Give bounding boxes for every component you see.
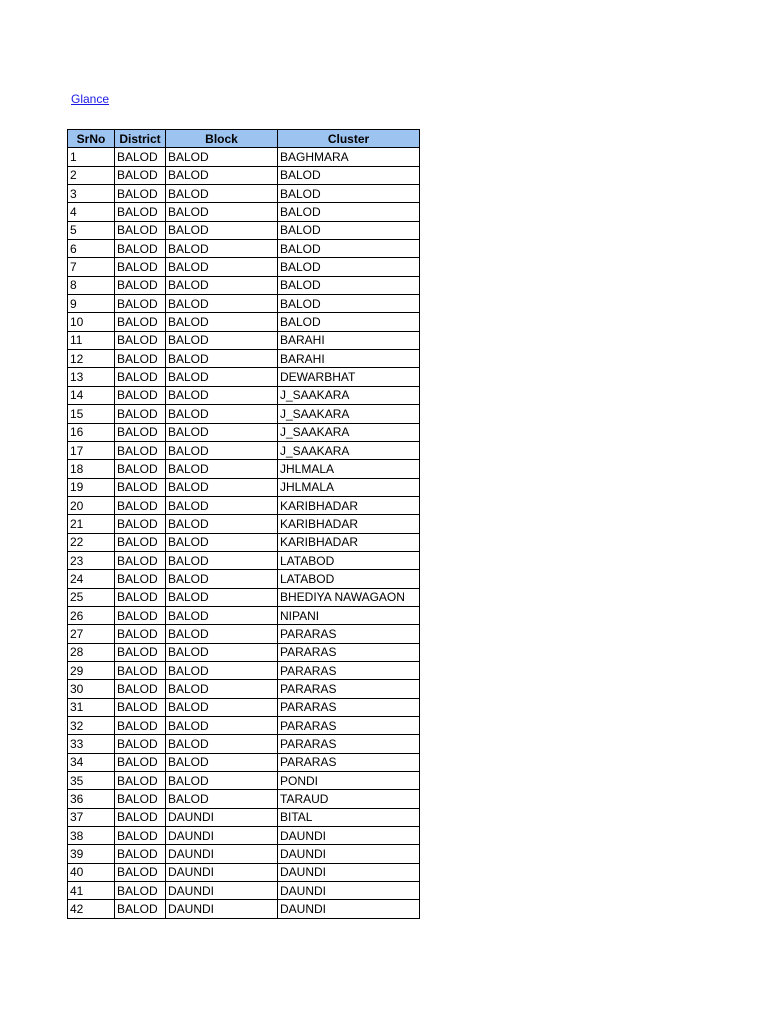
table-row	[68, 735, 420, 753]
cell-block: BALOD	[166, 386, 278, 404]
cell-block: BALOD	[166, 588, 278, 606]
cell-district: BALOD	[115, 166, 166, 184]
cell-block: BALOD	[166, 276, 278, 294]
cluster-table	[67, 129, 420, 919]
cell-district: BALOD	[115, 276, 166, 294]
table-row	[68, 405, 420, 423]
table-row	[68, 148, 420, 166]
cell-block: BALOD	[166, 551, 278, 569]
table-row	[68, 790, 420, 808]
cell-district: BALOD	[115, 185, 166, 203]
table-row	[68, 276, 420, 294]
table-row	[68, 808, 420, 826]
table-row	[68, 680, 420, 698]
cell-block: DAUNDI	[166, 808, 278, 826]
cell-cluster: BALOD	[278, 185, 420, 203]
cell-cluster: KARIBHADAR	[278, 533, 420, 551]
cell-block: BALOD	[166, 240, 278, 258]
cell-district: BALOD	[115, 551, 166, 569]
cell-block: BALOD	[166, 515, 278, 533]
cell-cluster: BARAHI	[278, 350, 420, 368]
cell-block: BALOD	[166, 717, 278, 735]
cell-district: BALOD	[115, 698, 166, 716]
table-header-row	[68, 130, 420, 148]
cell-cluster: J_SAAKARA	[278, 405, 420, 423]
table-row	[68, 900, 420, 918]
cell-srno: 5	[68, 221, 115, 239]
cell-srno: 21	[68, 515, 115, 533]
cell-srno: 22	[68, 533, 115, 551]
cell-srno: 34	[68, 753, 115, 771]
cell-srno: 3	[68, 185, 115, 203]
cell-block: BALOD	[166, 478, 278, 496]
cell-district: BALOD	[115, 772, 166, 790]
cell-block: BALOD	[166, 698, 278, 716]
cell-srno: 41	[68, 882, 115, 900]
table-row	[68, 240, 420, 258]
cell-district: BALOD	[115, 148, 166, 166]
cell-block: BALOD	[166, 460, 278, 478]
cell-district: BALOD	[115, 863, 166, 881]
cell-block: BALOD	[166, 570, 278, 588]
cell-srno: 13	[68, 368, 115, 386]
cell-block: BALOD	[166, 496, 278, 514]
cell-block: BALOD	[166, 258, 278, 276]
cell-cluster: DEWARBHAT	[278, 368, 420, 386]
cell-srno: 31	[68, 698, 115, 716]
cell-srno: 23	[68, 551, 115, 569]
table-row	[68, 166, 420, 184]
table-row	[68, 753, 420, 771]
cell-srno: 17	[68, 441, 115, 459]
cell-block: BALOD	[166, 625, 278, 643]
cell-cluster: KARIBHADAR	[278, 496, 420, 514]
cell-block: BALOD	[166, 680, 278, 698]
cell-district: BALOD	[115, 790, 166, 808]
cell-cluster: J_SAAKARA	[278, 386, 420, 404]
cell-srno: 40	[68, 863, 115, 881]
cell-cluster: PARARAS	[278, 661, 420, 679]
cell-srno: 32	[68, 717, 115, 735]
header-block: Block	[166, 130, 278, 148]
cell-cluster: TARAUD	[278, 790, 420, 808]
cell-district: BALOD	[115, 827, 166, 845]
table-row	[68, 478, 420, 496]
cell-cluster: PARARAS	[278, 643, 420, 661]
table-row	[68, 570, 420, 588]
cell-block: DAUNDI	[166, 900, 278, 918]
cell-cluster: DAUNDI	[278, 845, 420, 863]
table-row	[68, 350, 420, 368]
cell-cluster: BALOD	[278, 258, 420, 276]
cell-block: BALOD	[166, 295, 278, 313]
cell-district: BALOD	[115, 258, 166, 276]
cell-cluster: BITAL	[278, 808, 420, 826]
table-row	[68, 606, 420, 624]
table-row	[68, 221, 420, 239]
cell-srno: 16	[68, 423, 115, 441]
table-row	[68, 368, 420, 386]
cell-block: BALOD	[166, 735, 278, 753]
table-row	[68, 827, 420, 845]
table-row	[68, 717, 420, 735]
cell-cluster: NIPANI	[278, 606, 420, 624]
table-row	[68, 515, 420, 533]
cell-block: BALOD	[166, 661, 278, 679]
cell-district: BALOD	[115, 405, 166, 423]
table-row	[68, 460, 420, 478]
cell-cluster: PONDI	[278, 772, 420, 790]
cell-block: BALOD	[166, 148, 278, 166]
table-row	[68, 845, 420, 863]
cell-district: BALOD	[115, 606, 166, 624]
header-cluster: Cluster	[278, 130, 420, 148]
cell-cluster: JHLMALA	[278, 460, 420, 478]
cell-srno: 7	[68, 258, 115, 276]
table-row	[68, 185, 420, 203]
cell-cluster: DAUNDI	[278, 900, 420, 918]
table-row	[68, 698, 420, 716]
cell-cluster: DAUNDI	[278, 882, 420, 900]
cell-srno: 9	[68, 295, 115, 313]
table-row	[68, 863, 420, 881]
cell-district: BALOD	[115, 570, 166, 588]
cell-cluster: BALOD	[278, 166, 420, 184]
cell-block: DAUNDI	[166, 863, 278, 881]
table-row	[68, 882, 420, 900]
cell-cluster: PARARAS	[278, 717, 420, 735]
cell-srno: 42	[68, 900, 115, 918]
cell-block: BALOD	[166, 185, 278, 203]
cell-srno: 39	[68, 845, 115, 863]
cell-srno: 28	[68, 643, 115, 661]
cell-district: BALOD	[115, 808, 166, 826]
cell-block: DAUNDI	[166, 882, 278, 900]
cell-cluster: BALOD	[278, 240, 420, 258]
table-row	[68, 533, 420, 551]
cell-cluster: BALOD	[278, 203, 420, 221]
table-row	[68, 625, 420, 643]
cell-block: BALOD	[166, 350, 278, 368]
table-row	[68, 203, 420, 221]
cell-district: BALOD	[115, 313, 166, 331]
table-row	[68, 551, 420, 569]
cell-district: BALOD	[115, 900, 166, 918]
cell-cluster: BALOD	[278, 276, 420, 294]
table-body	[68, 148, 420, 918]
cell-district: BALOD	[115, 625, 166, 643]
cell-district: BALOD	[115, 643, 166, 661]
cell-district: BALOD	[115, 423, 166, 441]
cell-district: BALOD	[115, 295, 166, 313]
table-row	[68, 386, 420, 404]
cell-cluster: BALOD	[278, 295, 420, 313]
cell-district: BALOD	[115, 331, 166, 349]
table-row	[68, 331, 420, 349]
cell-district: BALOD	[115, 441, 166, 459]
cell-srno: 10	[68, 313, 115, 331]
cell-district: BALOD	[115, 533, 166, 551]
cell-district: BALOD	[115, 882, 166, 900]
cell-district: BALOD	[115, 661, 166, 679]
cell-block: BALOD	[166, 441, 278, 459]
cell-block: BALOD	[166, 368, 278, 386]
cell-district: BALOD	[115, 588, 166, 606]
cell-block: BALOD	[166, 166, 278, 184]
cell-block: BALOD	[166, 313, 278, 331]
cell-srno: 2	[68, 166, 115, 184]
table-row	[68, 643, 420, 661]
cell-cluster: J_SAAKARA	[278, 441, 420, 459]
cell-block: DAUNDI	[166, 845, 278, 863]
cell-srno: 14	[68, 386, 115, 404]
cell-block: BALOD	[166, 790, 278, 808]
cell-district: BALOD	[115, 203, 166, 221]
cell-district: BALOD	[115, 845, 166, 863]
cell-block: BALOD	[166, 423, 278, 441]
cell-srno: 12	[68, 350, 115, 368]
cell-block: BALOD	[166, 643, 278, 661]
cell-srno: 1	[68, 148, 115, 166]
cell-srno: 33	[68, 735, 115, 753]
cell-srno: 36	[68, 790, 115, 808]
cell-block: BALOD	[166, 405, 278, 423]
table-row	[68, 588, 420, 606]
cell-block: BALOD	[166, 753, 278, 771]
cell-cluster: DAUNDI	[278, 827, 420, 845]
table-row	[68, 772, 420, 790]
cell-srno: 25	[68, 588, 115, 606]
cell-district: BALOD	[115, 221, 166, 239]
cell-srno: 35	[68, 772, 115, 790]
cell-cluster: PARARAS	[278, 735, 420, 753]
header-srno: SrNo	[68, 130, 115, 148]
cell-srno: 11	[68, 331, 115, 349]
table-row	[68, 441, 420, 459]
cell-srno: 18	[68, 460, 115, 478]
table-row	[68, 496, 420, 514]
cell-district: BALOD	[115, 515, 166, 533]
cell-block: BALOD	[166, 606, 278, 624]
table-row	[68, 295, 420, 313]
cell-district: BALOD	[115, 368, 166, 386]
cell-cluster: BALOD	[278, 313, 420, 331]
cell-block: BALOD	[166, 221, 278, 239]
cell-srno: 20	[68, 496, 115, 514]
glance-link[interactable]: Glance	[71, 92, 110, 106]
cell-srno: 37	[68, 808, 115, 826]
cell-srno: 30	[68, 680, 115, 698]
cell-district: BALOD	[115, 386, 166, 404]
cell-srno: 27	[68, 625, 115, 643]
cell-srno: 19	[68, 478, 115, 496]
cell-srno: 15	[68, 405, 115, 423]
cell-cluster: DAUNDI	[278, 863, 420, 881]
cell-cluster: BHEDIYA NAWAGAON	[278, 588, 420, 606]
cell-cluster: BALOD	[278, 221, 420, 239]
cell-cluster: PARARAS	[278, 680, 420, 698]
cell-district: BALOD	[115, 460, 166, 478]
cell-district: BALOD	[115, 350, 166, 368]
cell-srno: 24	[68, 570, 115, 588]
header-district: District	[115, 130, 166, 148]
cell-district: BALOD	[115, 478, 166, 496]
cell-cluster: KARIBHADAR	[278, 515, 420, 533]
table-row	[68, 423, 420, 441]
cell-block: BALOD	[166, 533, 278, 551]
table-row	[68, 661, 420, 679]
cell-srno: 6	[68, 240, 115, 258]
cell-srno: 4	[68, 203, 115, 221]
cell-district: BALOD	[115, 496, 166, 514]
cell-district: BALOD	[115, 240, 166, 258]
cell-cluster: BAGHMARA	[278, 148, 420, 166]
cell-block: DAUNDI	[166, 827, 278, 845]
cell-block: BALOD	[166, 203, 278, 221]
cell-cluster: BARAHI	[278, 331, 420, 349]
cell-district: BALOD	[115, 717, 166, 735]
table-row	[68, 313, 420, 331]
cell-cluster: JHLMALA	[278, 478, 420, 496]
cell-srno: 38	[68, 827, 115, 845]
cell-cluster: PARARAS	[278, 753, 420, 771]
cell-cluster: PARARAS	[278, 698, 420, 716]
cell-cluster: PARARAS	[278, 625, 420, 643]
cell-block: BALOD	[166, 331, 278, 349]
cell-srno: 8	[68, 276, 115, 294]
cell-district: BALOD	[115, 735, 166, 753]
cell-cluster: J_SAAKARA	[278, 423, 420, 441]
cell-block: BALOD	[166, 772, 278, 790]
cell-srno: 29	[68, 661, 115, 679]
cell-cluster: LATABOD	[278, 551, 420, 569]
cell-cluster: LATABOD	[278, 570, 420, 588]
cell-district: BALOD	[115, 753, 166, 771]
cell-district: BALOD	[115, 680, 166, 698]
table-row	[68, 258, 420, 276]
cell-srno: 26	[68, 606, 115, 624]
